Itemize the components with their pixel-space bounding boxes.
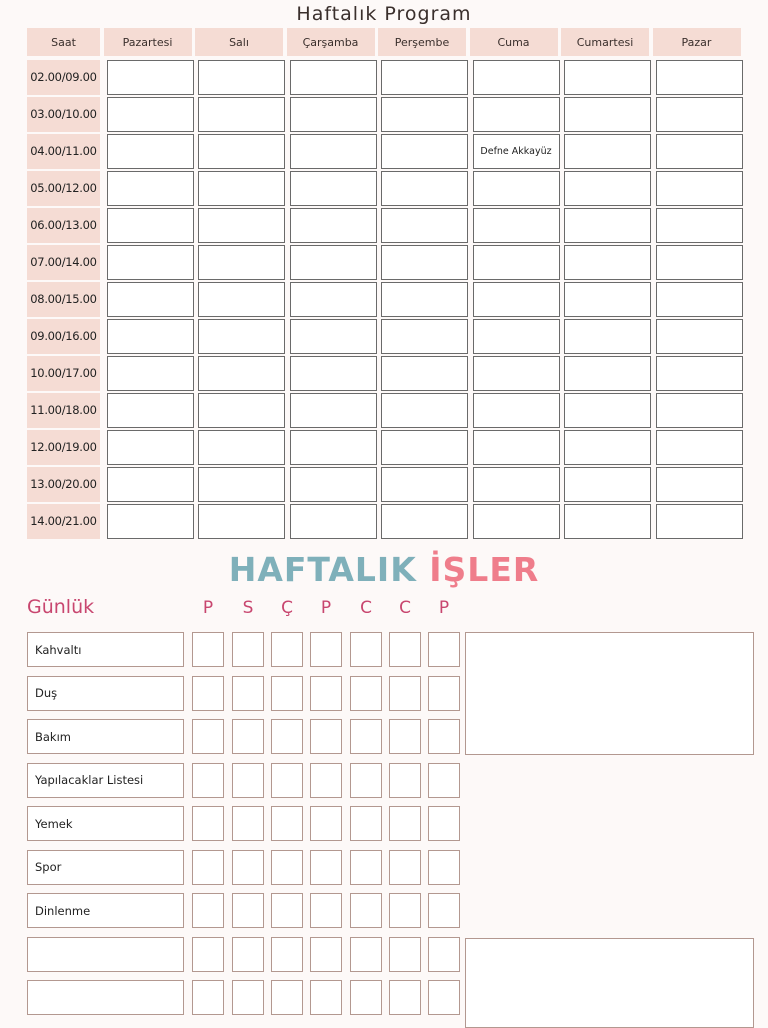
schedule-cell[interactable] (107, 319, 194, 354)
weekly-schedule-table (27, 28, 741, 541)
day-letter: P (438, 598, 450, 618)
day-checkbox[interactable] (350, 850, 382, 885)
day-checkbox[interactable] (271, 893, 303, 928)
day-checkbox[interactable] (389, 893, 421, 928)
schedule-cell[interactable] (656, 245, 743, 280)
day-checkbox[interactable] (310, 632, 342, 667)
time-slot-label: 07.00/14.00 (27, 245, 100, 280)
schedule-cell[interactable] (198, 282, 285, 317)
header-day: Cuma (470, 28, 558, 56)
schedule-cell[interactable] (381, 208, 468, 243)
day-checkbox[interactable] (350, 980, 382, 1015)
day-checkbox[interactable] (310, 893, 342, 928)
day-checkbox[interactable] (428, 806, 460, 841)
schedule-cell[interactable] (473, 393, 560, 428)
schedule-cell[interactable] (473, 60, 560, 95)
schedule-cell[interactable] (198, 467, 285, 502)
schedule-cell[interactable] (381, 282, 468, 317)
schedule-cell[interactable] (564, 319, 651, 354)
time-slot-label: 02.00/09.00 (27, 60, 100, 95)
schedule-cell[interactable] (564, 467, 651, 502)
schedule-cell[interactable] (564, 430, 651, 465)
time-slot-label: 14.00/21.00 (27, 504, 100, 539)
task-label-box[interactable]: Yemek (27, 806, 184, 841)
task-label-box[interactable] (27, 937, 184, 972)
day-letter: C (399, 598, 411, 618)
schedule-cell[interactable] (656, 282, 743, 317)
schedule-cell[interactable] (381, 467, 468, 502)
time-slot-label: 05.00/12.00 (27, 171, 100, 206)
schedule-cell[interactable] (473, 430, 560, 465)
day-checkbox[interactable] (271, 719, 303, 754)
day-checkbox[interactable] (428, 763, 460, 798)
schedule-cell[interactable] (107, 356, 194, 391)
day-checkbox[interactable] (232, 850, 264, 885)
day-checkbox[interactable] (232, 676, 264, 711)
day-checkbox[interactable] (192, 806, 224, 841)
header-day: Çarşamba (287, 28, 375, 56)
schedule-cell[interactable] (198, 504, 285, 539)
day-checkbox[interactable] (232, 980, 264, 1015)
day-letter: C (360, 598, 372, 618)
schedule-cell[interactable] (381, 393, 468, 428)
schedule-cell[interactable] (381, 134, 468, 169)
schedule-cell[interactable] (290, 282, 377, 317)
day-checkbox[interactable] (389, 632, 421, 667)
schedule-cell[interactable] (564, 356, 651, 391)
day-checkbox[interactable] (310, 937, 342, 972)
day-checkbox[interactable] (192, 893, 224, 928)
time-slot-label: 11.00/18.00 (27, 393, 100, 428)
day-checkbox[interactable] (192, 937, 224, 972)
day-checkbox[interactable] (350, 763, 382, 798)
day-checkbox[interactable] (232, 806, 264, 841)
schedule-cell[interactable] (198, 60, 285, 95)
header-day: Pazar (653, 28, 741, 56)
header-saat: Saat (27, 28, 100, 56)
schedule-cell[interactable] (473, 208, 560, 243)
day-checkbox[interactable] (350, 937, 382, 972)
schedule-cell[interactable] (381, 504, 468, 539)
schedule-cell[interactable] (473, 171, 560, 206)
daily-section-label: Günlük (27, 596, 95, 618)
schedule-cell[interactable] (381, 356, 468, 391)
day-checkbox[interactable] (428, 632, 460, 667)
task-label-box[interactable] (27, 980, 184, 1015)
schedule-cell[interactable]: Defne Akkayüz (473, 134, 560, 169)
day-checkbox[interactable] (350, 676, 382, 711)
schedule-cell[interactable] (198, 393, 285, 428)
day-checkbox[interactable] (428, 893, 460, 928)
time-slot-label: 09.00/16.00 (27, 319, 100, 354)
day-checkbox[interactable] (271, 850, 303, 885)
schedule-cell[interactable] (381, 430, 468, 465)
schedule-cell[interactable] (290, 467, 377, 502)
schedule-cell[interactable] (107, 171, 194, 206)
schedule-cell[interactable] (198, 97, 285, 132)
time-slot-label: 10.00/17.00 (27, 356, 100, 391)
day-checkbox[interactable] (271, 806, 303, 841)
schedule-cell[interactable] (290, 134, 377, 169)
day-letter: P (320, 598, 332, 618)
schedule-cell[interactable] (656, 430, 743, 465)
title-part-haftalik: HAFTALIK (228, 550, 430, 589)
day-checkbox[interactable] (232, 719, 264, 754)
schedule-cell[interactable] (473, 356, 560, 391)
schedule-cell[interactable] (290, 208, 377, 243)
schedule-cell[interactable] (107, 282, 194, 317)
day-checkbox[interactable] (232, 937, 264, 972)
schedule-cell[interactable] (107, 245, 194, 280)
day-checkbox[interactable] (271, 937, 303, 972)
schedule-cell[interactable] (198, 134, 285, 169)
day-checkbox[interactable] (428, 937, 460, 972)
schedule-cell[interactable] (381, 97, 468, 132)
schedule-cell[interactable] (290, 245, 377, 280)
day-checkbox[interactable] (310, 676, 342, 711)
schedule-cell[interactable] (473, 245, 560, 280)
schedule-cell[interactable] (656, 171, 743, 206)
schedule-cell[interactable] (107, 134, 194, 169)
day-checkbox[interactable] (350, 893, 382, 928)
schedule-cell[interactable] (656, 467, 743, 502)
schedule-cell[interactable] (290, 504, 377, 539)
day-checkbox[interactable] (428, 980, 460, 1015)
day-checkbox[interactable] (389, 806, 421, 841)
day-checkbox[interactable] (350, 806, 382, 841)
schedule-cell[interactable] (656, 319, 743, 354)
day-letter: P (202, 598, 214, 618)
header-day: Pazartesi (104, 28, 192, 56)
time-slot-label: 03.00/10.00 (27, 97, 100, 132)
day-checkbox[interactable] (350, 719, 382, 754)
day-checkbox[interactable] (192, 719, 224, 754)
day-checkbox[interactable] (310, 806, 342, 841)
header-day: Cumartesi (561, 28, 649, 56)
day-checkbox[interactable] (192, 632, 224, 667)
day-checkbox[interactable] (428, 676, 460, 711)
task-label-box[interactable]: Spor (27, 850, 184, 885)
title-part-isler: İŞLER (429, 550, 540, 589)
task-label-box[interactable]: Yapılacaklar Listesi (27, 763, 184, 798)
schedule-cell[interactable] (290, 356, 377, 391)
day-checkbox[interactable] (389, 719, 421, 754)
time-slot-label: 13.00/20.00 (27, 467, 100, 502)
day-checkbox[interactable] (428, 850, 460, 885)
schedule-cell[interactable] (564, 97, 651, 132)
day-checkbox[interactable] (310, 850, 342, 885)
day-checkbox[interactable] (350, 632, 382, 667)
day-checkbox[interactable] (389, 676, 421, 711)
schedule-cell[interactable] (656, 60, 743, 95)
header-day: Salı (195, 28, 283, 56)
schedule-cell[interactable] (107, 208, 194, 243)
time-slot-label: 04.00/11.00 (27, 134, 100, 169)
schedule-cell[interactable] (198, 430, 285, 465)
schedule-cell[interactable] (564, 504, 651, 539)
day-checkbox[interactable] (389, 850, 421, 885)
schedule-cell[interactable] (290, 171, 377, 206)
schedule-cell[interactable] (564, 60, 651, 95)
schedule-cell[interactable] (198, 319, 285, 354)
schedule-cell[interactable] (290, 393, 377, 428)
header-day: Perşembe (378, 28, 466, 56)
schedule-cell[interactable] (198, 245, 285, 280)
schedule-cell[interactable] (107, 60, 194, 95)
day-checkbox[interactable] (271, 763, 303, 798)
schedule-cell[interactable] (381, 60, 468, 95)
schedule-cell[interactable] (564, 171, 651, 206)
day-checkbox[interactable] (271, 980, 303, 1015)
day-checkbox[interactable] (192, 676, 224, 711)
schedule-cell[interactable] (107, 504, 194, 539)
day-checkbox[interactable] (271, 676, 303, 711)
weekly-tasks-title (0, 550, 768, 589)
schedule-cell[interactable] (381, 171, 468, 206)
schedule-cell[interactable] (656, 208, 743, 243)
task-label-box[interactable]: Duş (27, 676, 184, 711)
schedule-cell[interactable] (381, 245, 468, 280)
day-checkbox[interactable] (271, 632, 303, 667)
schedule-cell[interactable] (473, 467, 560, 502)
day-checkbox[interactable] (192, 980, 224, 1015)
schedule-cell[interactable] (564, 208, 651, 243)
day-checkbox[interactable] (232, 893, 264, 928)
day-checkbox[interactable] (192, 850, 224, 885)
schedule-cell[interactable] (107, 97, 194, 132)
schedule-cell[interactable] (290, 97, 377, 132)
schedule-cell[interactable] (656, 504, 743, 539)
schedule-cell[interactable] (198, 356, 285, 391)
schedule-cell[interactable] (107, 467, 194, 502)
schedule-cell[interactable] (564, 393, 651, 428)
schedule-cell[interactable] (564, 282, 651, 317)
task-label-box[interactable]: Dinlenme (27, 893, 184, 928)
schedule-cell[interactable] (107, 393, 194, 428)
time-slot-label: 12.00/19.00 (27, 430, 100, 465)
schedule-cell[interactable] (198, 171, 285, 206)
schedule-cell[interactable] (656, 356, 743, 391)
notes-box-bottom[interactable] (465, 938, 754, 1028)
day-letter: Ç (281, 598, 293, 618)
day-checkbox[interactable] (310, 763, 342, 798)
schedule-cell[interactable] (290, 430, 377, 465)
day-checkbox[interactable] (232, 763, 264, 798)
day-checkbox[interactable] (389, 763, 421, 798)
task-label-box[interactable]: Bakım (27, 719, 184, 754)
day-checkbox[interactable] (232, 632, 264, 667)
day-checkbox[interactable] (428, 719, 460, 754)
day-letter: S (242, 598, 254, 618)
schedule-cell[interactable] (473, 97, 560, 132)
schedule-cell[interactable] (564, 245, 651, 280)
day-checkbox[interactable] (310, 719, 342, 754)
notes-box-top[interactable] (465, 632, 754, 755)
time-slot-label: 06.00/13.00 (27, 208, 100, 243)
schedule-cell[interactable] (107, 430, 194, 465)
schedule-cell[interactable] (656, 97, 743, 132)
day-checkbox[interactable] (389, 980, 421, 1015)
schedule-cell[interactable] (290, 319, 377, 354)
task-label-box[interactable]: Kahvaltı (27, 632, 184, 667)
schedule-cell[interactable] (473, 282, 560, 317)
schedule-cell[interactable] (564, 134, 651, 169)
schedule-cell[interactable] (290, 60, 377, 95)
page-title: Haftalık Program (296, 3, 472, 25)
day-checkbox[interactable] (310, 980, 342, 1015)
schedule-cell[interactable] (381, 319, 468, 354)
schedule-cell[interactable] (473, 319, 560, 354)
day-checkbox[interactable] (192, 763, 224, 798)
time-slot-label: 08.00/15.00 (27, 282, 100, 317)
schedule-cell[interactable] (198, 208, 285, 243)
schedule-cell[interactable] (656, 393, 743, 428)
schedule-cell[interactable] (473, 504, 560, 539)
day-checkbox[interactable] (389, 937, 421, 972)
schedule-cell[interactable] (656, 134, 743, 169)
